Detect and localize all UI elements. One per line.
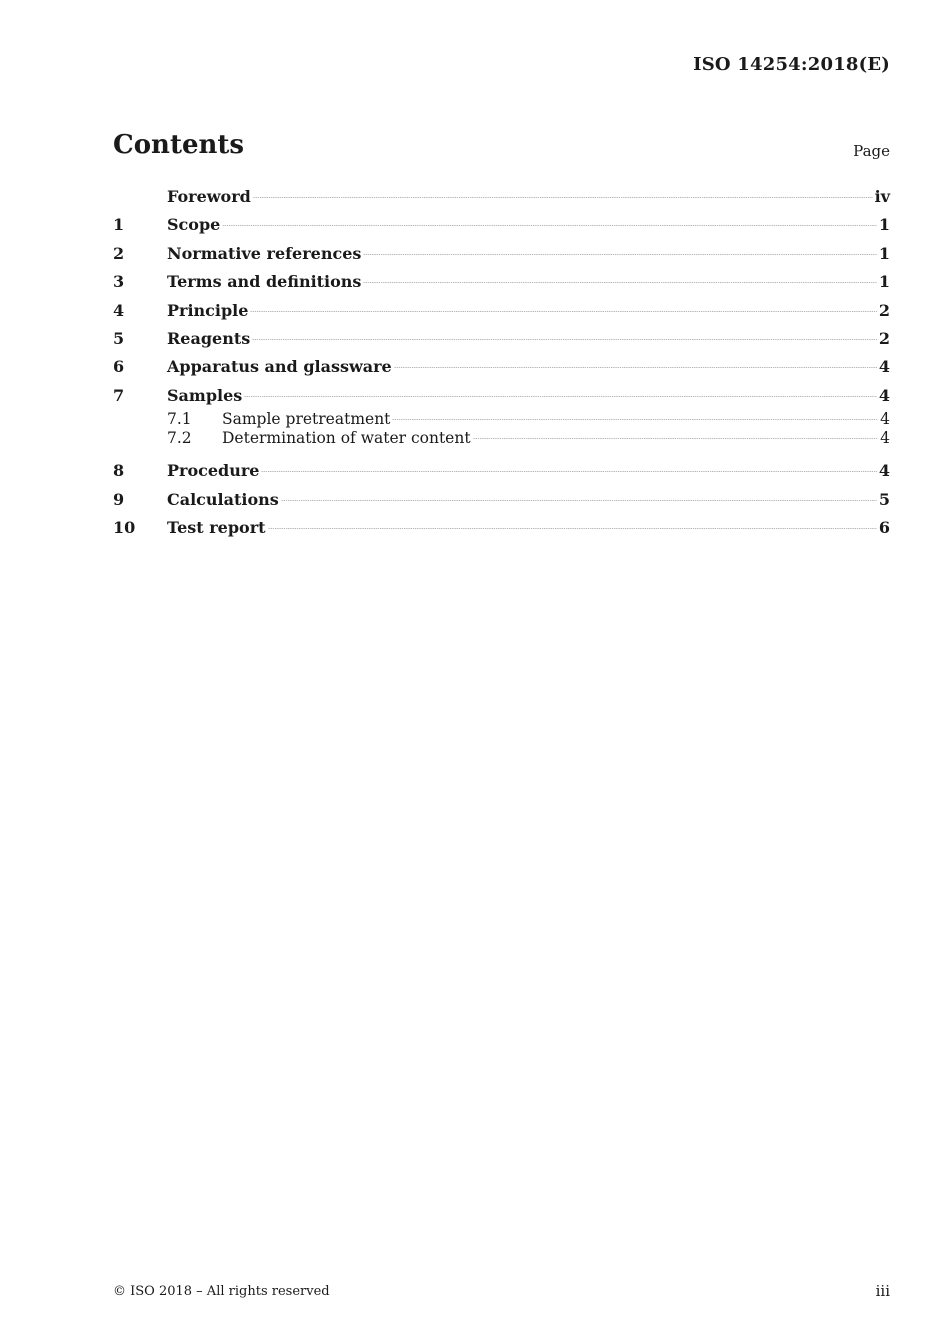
toc-page-number: 1 <box>878 243 890 263</box>
dot-leader <box>281 500 877 501</box>
dot-leader <box>392 419 878 420</box>
toc-page-number: 4 <box>878 357 890 377</box>
toc-entry[interactable] <box>113 486 890 514</box>
toc-page-number: 4 <box>880 429 890 448</box>
toc-section-number: 8 <box>113 461 125 481</box>
toc-page-number: 2 <box>878 300 890 320</box>
toc-section-title: Test report <box>167 517 266 537</box>
dot-leader <box>253 197 873 198</box>
toc-page-number: 6 <box>878 517 890 537</box>
toc-entry[interactable] <box>113 457 890 485</box>
contents-title: Contents <box>113 130 245 160</box>
toc-section-title: Foreword <box>167 187 251 206</box>
toc-section-number: 6 <box>113 357 125 377</box>
toc-section-number: 4 <box>113 300 125 320</box>
toc-entry[interactable] <box>113 240 890 268</box>
toc-page-number: 4 <box>878 461 890 481</box>
toc-section-number: 3 <box>113 272 125 292</box>
toc-section-title: Reagents <box>167 328 251 348</box>
toc-section-title: Procedure <box>167 461 260 481</box>
toc-section-number: 5 <box>113 328 125 348</box>
toc-subentry[interactable] <box>113 429 890 448</box>
toc-section-title: Samples <box>167 385 243 405</box>
toc-section-number: 9 <box>113 489 125 509</box>
dot-leader <box>222 225 877 226</box>
toc-page-number: iv <box>874 187 890 206</box>
dot-leader <box>394 367 877 368</box>
toc-section-number: 1 <box>113 215 125 235</box>
copyright-notice: © ISO 2018 – All rights reserved <box>113 1284 330 1299</box>
toc-section-number: 7.1 <box>167 410 192 429</box>
toc-entry[interactable] <box>113 211 890 239</box>
dot-leader <box>473 438 879 439</box>
toc-entry[interactable] <box>113 514 890 542</box>
toc-page-number: 1 <box>878 215 890 235</box>
toc-page-number: 2 <box>878 328 890 348</box>
page-number: iii <box>875 1282 890 1300</box>
toc-section-title: Sample pretreatment <box>222 410 391 429</box>
table-of-contents <box>113 183 890 542</box>
contents-header <box>113 130 890 164</box>
toc-section-number: 10 <box>113 517 136 537</box>
document-id: ISO 14254:2018(E) <box>693 54 890 75</box>
toc-section-title: Determination of water content <box>222 429 471 448</box>
toc-entry[interactable] <box>113 183 890 211</box>
dot-leader <box>268 528 877 529</box>
toc-entry[interactable] <box>113 353 890 381</box>
toc-page-number: 4 <box>880 410 890 429</box>
page-footer <box>113 1284 890 1304</box>
toc-section-title: Apparatus and glassware <box>167 357 392 377</box>
toc-subentry[interactable] <box>113 410 890 429</box>
toc-page-number: 4 <box>878 385 890 405</box>
toc-section-title: Scope <box>167 215 221 235</box>
dot-leader <box>363 254 876 255</box>
toc-page-number: 5 <box>878 489 890 509</box>
dot-leader <box>261 471 876 472</box>
toc-page-number: 1 <box>878 272 890 292</box>
toc-section-number: 2 <box>113 243 125 263</box>
toc-entry[interactable] <box>113 325 890 353</box>
dot-leader <box>363 282 876 283</box>
toc-entry[interactable] <box>113 297 890 325</box>
toc-section-number: 7.2 <box>167 429 192 448</box>
dot-leader <box>250 311 876 312</box>
dot-leader <box>244 396 877 397</box>
toc-section-title: Normative references <box>167 243 362 263</box>
toc-entry[interactable] <box>113 382 890 410</box>
toc-section-title: Calculations <box>167 489 279 509</box>
toc-section-title: Terms and definitions <box>167 272 362 292</box>
toc-entry[interactable] <box>113 268 890 296</box>
toc-section-title: Principle <box>167 300 249 320</box>
toc-section-number: 7 <box>113 385 125 405</box>
page-column-label: Page <box>853 142 890 160</box>
dot-leader <box>252 339 877 340</box>
